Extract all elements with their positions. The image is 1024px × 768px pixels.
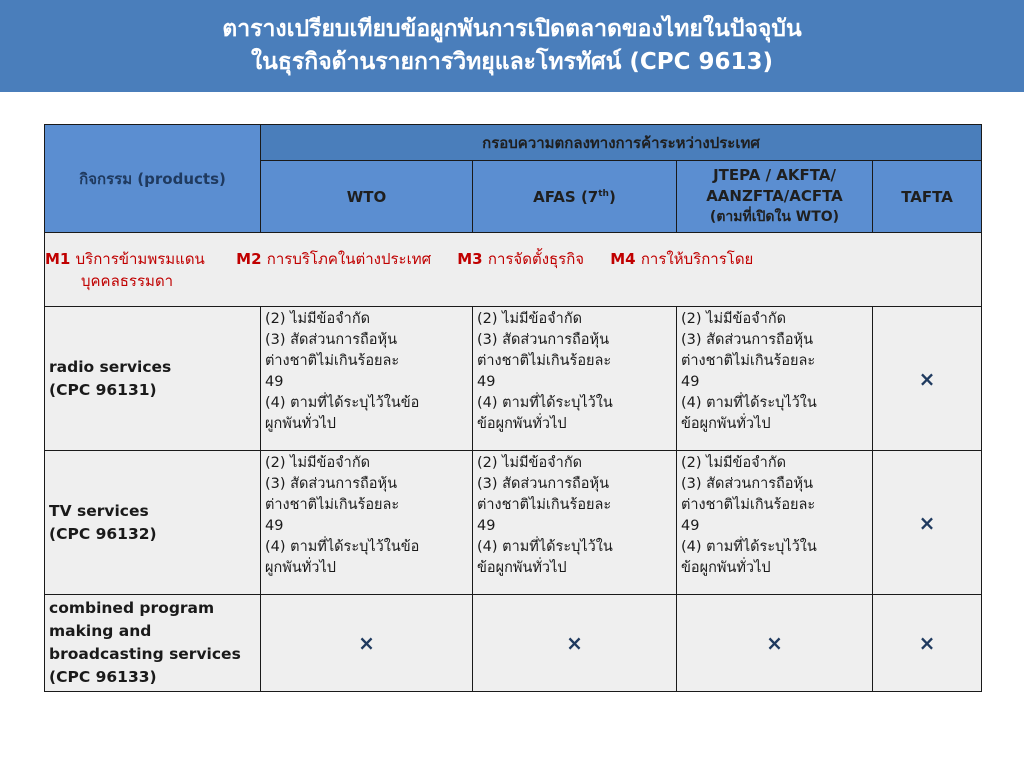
product-combined-line-1: combined program (49, 599, 215, 617)
title-line-2: ในธุรกิจด้านรายการวิทยุและโทรทัศน์ (CPC 9613) (250, 49, 774, 75)
tv-afas-cell (473, 451, 677, 595)
product-radio-name: radio services (49, 357, 172, 376)
commit-line: 49 (477, 374, 496, 390)
commit-line: 49 (681, 518, 700, 534)
combined-tafta-cell (873, 595, 982, 692)
commit-line: ข้อผูกพันทั่วไป (681, 560, 771, 576)
mode-m4-code: M4 (610, 249, 636, 268)
no-commitment-icon: × (918, 631, 936, 655)
commit-line: (2) ไม่มีข้อจำกัด (477, 455, 583, 471)
product-combined-line-2: making and (49, 622, 152, 640)
title-line-1: ตารางเปรียบเทียบข้อผูกพันการเปิดตลาดของไทยในปัจจุบัน (222, 16, 802, 42)
radio-tafta-cell (873, 307, 982, 451)
table-row-tv (45, 451, 982, 595)
tv-jtepa-cell (677, 451, 873, 595)
framework-header-cell (261, 125, 982, 161)
col-jtepa-line-1: JTEPA / AKFTA/ (713, 166, 836, 184)
commit-line: 49 (265, 518, 284, 534)
no-commitment-icon: × (566, 631, 583, 655)
radio-wto-cell (261, 307, 473, 451)
mode-m2-code: M2 (236, 249, 262, 268)
product-radio-code: (CPC 96131) (49, 380, 157, 399)
product-combined (45, 595, 261, 692)
col-jtepa-line-3: (ตามที่เปิดใน WTO) (709, 209, 840, 225)
commit-line: (3) สัดส่วนการถือหุ้น (681, 476, 813, 492)
no-commitment-icon: × (358, 631, 375, 655)
product-combined-code: (CPC 96133) (49, 668, 157, 686)
tv-tafta-cell (873, 451, 982, 595)
product-tv (45, 451, 261, 595)
combined-jtepa-cell (677, 595, 873, 692)
no-commitment-icon: × (766, 631, 783, 655)
no-commitment-icon: × (918, 510, 936, 535)
commit-line: (4) ตามที่ได้ระบุไว้ในข้อ (265, 395, 420, 411)
commit-line: ต่างชาติไม่เกินร้อยละ (681, 497, 816, 513)
radio-afas-cell (473, 307, 677, 451)
commit-line: (2) ไม่มีข้อจำกัด (265, 311, 371, 327)
tv-wto-cell (261, 451, 473, 595)
commit-line: (4) ตามที่ได้ระบุไว้ใน (477, 395, 613, 411)
commit-line: (4) ตามที่ได้ระบุไว้ใน (477, 539, 613, 555)
product-tv-name: TV services (49, 501, 149, 520)
commit-line: 49 (477, 518, 496, 534)
commit-line: ต่างชาติไม่เกินร้อยละ (265, 353, 400, 369)
modes-row (45, 233, 982, 307)
commit-line: (3) สัดส่วนการถือหุ้น (681, 332, 813, 348)
commit-line: (4) ตามที่ได้ระบุไว้ใน (681, 539, 817, 555)
commit-line: (2) ไม่มีข้อจำกัด (265, 455, 371, 471)
col-afas (473, 161, 677, 233)
table-row-radio (45, 307, 982, 451)
commit-line: (2) ไม่มีข้อจำกัด (477, 311, 583, 327)
commit-line: ต่างชาติไม่เกินร้อยละ (477, 353, 612, 369)
commit-line: (4) ตามที่ได้ระบุไว้ใน (681, 395, 817, 411)
mode-m1-code: M1 (45, 249, 71, 268)
commit-line: ผูกพันทั่วไป (265, 416, 336, 432)
col-jtepa (677, 161, 873, 233)
col-tafta-label: TAFTA (901, 187, 953, 206)
product-header-cell (45, 125, 261, 233)
col-wto (261, 161, 473, 233)
combined-afas-cell (473, 595, 677, 692)
commit-line: ข้อผูกพันทั่วไป (477, 560, 567, 576)
commit-line: (2) ไม่มีข้อจำกัด (681, 455, 787, 471)
col-tafta (873, 161, 982, 233)
mode-m1-text: บริการข้ามพรมแดน (75, 249, 205, 268)
product-tv-code: (CPC 96132) (49, 524, 157, 543)
mode-m3-code: M3 (457, 249, 483, 268)
no-commitment-icon: × (918, 366, 936, 391)
commit-line: 49 (681, 374, 700, 390)
col-afas-label: AFAS (7 (533, 187, 599, 206)
combined-wto-cell (261, 595, 473, 692)
mode-m4-text-a: การให้บริการโดย (640, 249, 754, 268)
mode-m4-text-b: บุคคลธรรมดา (81, 271, 174, 290)
table-row-combined (45, 595, 982, 692)
comparison-table (44, 124, 982, 692)
commit-line: ผูกพันทั่วไป (265, 560, 336, 576)
commit-line: ต่างชาติไม่เกินร้อยละ (265, 497, 400, 513)
commit-line: (3) สัดส่วนการถือหุ้น (265, 332, 397, 348)
product-combined-line-3: broadcasting services (49, 645, 241, 663)
modes-cell (45, 233, 982, 307)
commit-line: (2) ไม่มีข้อจำกัด (681, 311, 787, 327)
product-header: กิจกรรม (products) (79, 169, 226, 188)
header-row-1 (45, 125, 982, 161)
commit-line: ข้อผูกพันทั่วไป (477, 416, 567, 432)
commit-line: ข้อผูกพันทั่วไป (681, 416, 771, 432)
commit-line: 49 (265, 374, 284, 390)
framework-header: กรอบความตกลงทางการค้าระหว่างประเทศ (482, 133, 760, 152)
product-radio (45, 307, 261, 451)
col-wto-label: WTO (346, 187, 387, 206)
commit-line: (3) สัดส่วนการถือหุ้น (477, 332, 609, 348)
slide-title (0, 0, 1024, 92)
col-jtepa-line-2: AANZFTA/ACFTA (706, 187, 843, 205)
radio-jtepa-cell (677, 307, 873, 451)
commit-line: ต่างชาติไม่เกินร้อยละ (681, 353, 816, 369)
commit-line: (3) สัดส่วนการถือหุ้น (265, 476, 397, 492)
mode-m2-text: การบริโภคในต่างประเทศ (266, 249, 432, 268)
commit-line: ต่างชาติไม่เกินร้อยละ (477, 497, 612, 513)
col-afas-sup: th (598, 188, 609, 199)
commit-line: (3) สัดส่วนการถือหุ้น (477, 476, 609, 492)
mode-m3-text: การจัดตั้งธุรกิจ (487, 249, 585, 268)
commit-line: (4) ตามที่ได้ระบุไว้ในข้อ (265, 539, 420, 555)
col-afas-suffix: ) (608, 187, 616, 206)
